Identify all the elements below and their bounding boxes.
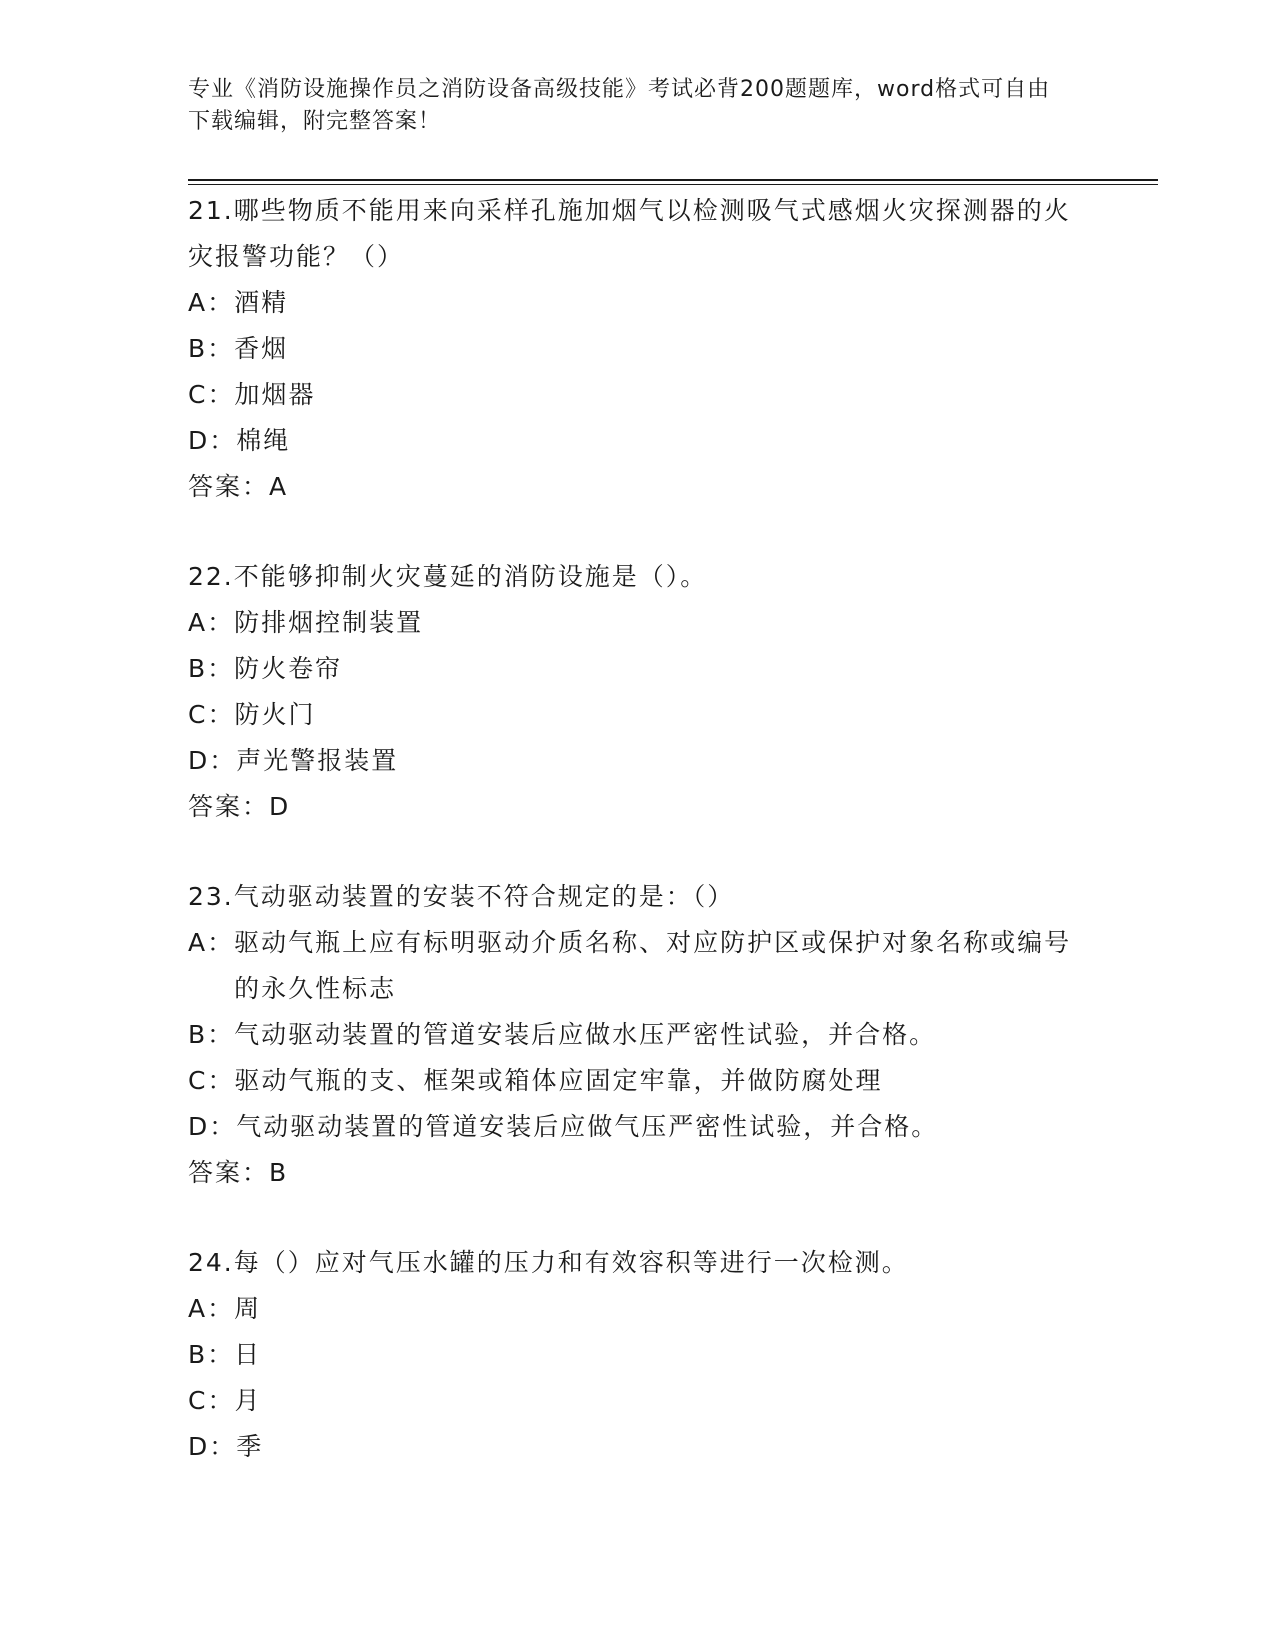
answer-line: 答案：A [188,472,289,501]
question-24 [188,1240,1088,1470]
option-a [188,280,1088,326]
option-key: C： [188,1066,235,1095]
option-key: A： [188,288,235,317]
option-text: 棉绳 [236,426,291,455]
option-d [188,738,1088,784]
option-key: B： [188,1340,235,1369]
option-key: B： [188,334,235,363]
document-header: 专业《消防设施操作员之消防设备高级技能》考试必背200题题库，word格式可自由下载编辑，附完整答案！ [188,77,1051,134]
option-text: 气动驱动装置的管道安装后应做气压严密性试验，并合格。 [236,1112,939,1141]
header-divider [188,179,1158,181]
option-text: 声光警报装置 [236,746,399,775]
option-key: A： [188,1294,235,1323]
question-23 [188,874,1088,1196]
option-text: 驱动气瓶上应有标明驱动介质名称、对应防护区或保护对象名称或编号的永久性标志 [234,928,1072,1003]
option-text: 防火门 [234,700,316,729]
answer-line: 答案：B [188,1158,289,1187]
option-c [188,1058,1088,1104]
question-stem: 23.气动驱动装置的安装不符合规定的是：（） [188,882,735,911]
option-key: C： [188,700,235,729]
option-text: 月 [234,1386,262,1415]
option-a [188,600,1088,646]
option-text: 气动驱动装置的管道安装后应做水压严密性试验，并合格。 [234,1020,937,1049]
option-a [188,1286,1088,1332]
option-c [188,692,1088,738]
question-21 [188,188,1088,510]
question-stem: 22.不能够抑制火灾蔓延的消防设施是（）。 [188,562,708,591]
option-key: A： [188,608,235,637]
answer-line: 答案：D [188,792,291,821]
option-text: 驱动气瓶的支、框架或箱体应固定牢靠，并做防腐处理 [234,1066,883,1095]
option-text: 防排烟控制装置 [234,608,424,637]
option-c [188,1378,1088,1424]
option-d [188,418,1088,464]
option-key: B： [188,654,235,683]
option-key: C： [188,1386,235,1415]
option-text: 香烟 [234,334,289,363]
option-b [188,1332,1088,1378]
option-text: 季 [236,1432,264,1461]
option-b [188,646,1088,692]
option-b [188,1012,1088,1058]
question-stem: 24.每（）应对气压水罐的压力和有效容积等进行一次检测。 [188,1248,909,1277]
option-text: 周 [234,1294,262,1323]
question-stem: 21.哪些物质不能用来向采样孔施加烟气以检测吸气式感烟火灾探测器的火灾报警功能？（） [188,196,1071,271]
option-c [188,372,1088,418]
question-22 [188,554,1088,830]
option-text: 酒精 [234,288,289,317]
option-text: 防火卷帘 [234,654,343,683]
option-key: C： [188,380,235,409]
option-key: D： [188,1112,237,1141]
option-key: D： [188,426,237,455]
option-key: B： [188,1020,235,1049]
option-a [188,920,1088,1012]
option-b [188,326,1088,372]
option-text: 日 [234,1340,262,1369]
option-d [188,1104,1088,1150]
option-d [188,1424,1088,1470]
option-key: D： [188,1432,237,1461]
header-divider-thin [188,184,1158,185]
option-key: A： [188,928,235,957]
option-text: 加烟器 [234,380,316,409]
option-key: D： [188,746,237,775]
